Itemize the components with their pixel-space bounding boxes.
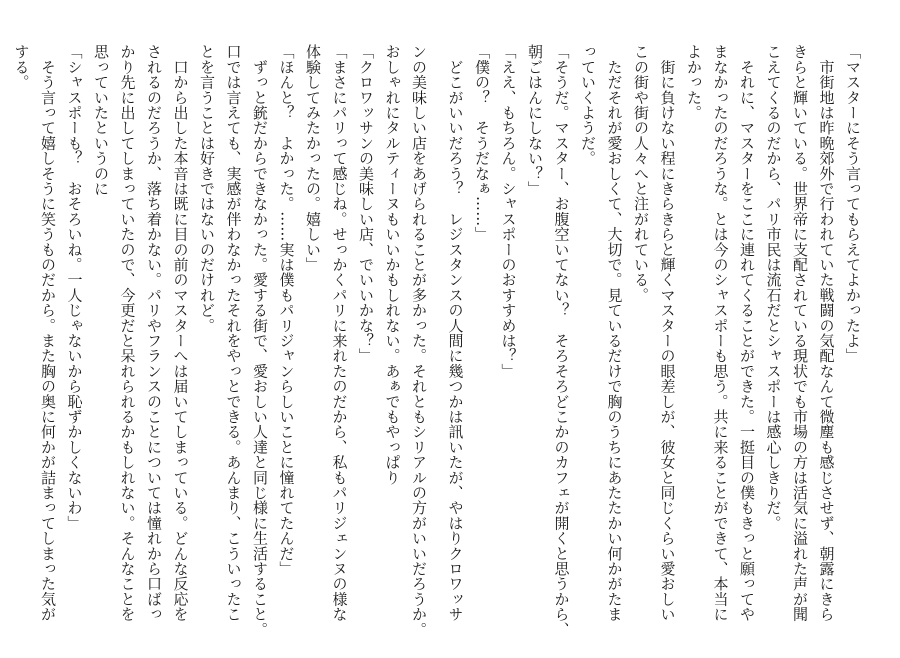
text-line: 体験してみたかったの。嬉しい」 xyxy=(304,44,322,272)
left-page xyxy=(12,44,432,637)
text-line: とを言うことは好きではないのだけれど。 xyxy=(198,44,216,333)
right-page xyxy=(446,44,866,637)
text-line: ンの美味しい店をあげられることが多かった。それともシリアルの方がいいだろうか。 xyxy=(410,44,428,637)
text-line: よかった。 xyxy=(685,44,703,120)
text-line: 「ええ、もちろん。シャスポーのおすすめは？」 xyxy=(499,44,518,379)
text-line: 口では言えても、実感が伴わなかったそれをやっとできる。あんまり、こういったこ xyxy=(224,44,243,622)
text-line: 街に負けない程にきらきらと輝くマスターの眼差しが、彼女と同じくらい愛おしい xyxy=(658,44,677,622)
text-line: 「ほんと？ よかった。……実は僕もパリジャンらしいことに憧れてたんだ」 xyxy=(277,44,296,576)
text-line: どこがいいだろう？ レジスタンスの人間に幾つかは訊いたが、やはりクロワッサ xyxy=(446,44,465,622)
text-line: それに、マスターをここに連れてくることができた。一挺目の僕もきっと願ってや xyxy=(738,44,756,622)
text-line: 市街地は昨晩郊外で行われていた戦闘の気配なんて微塵も感じさせず、朝露にきら xyxy=(817,44,836,622)
text-line: されるのだろうか、落ち着かない。パリやフランスのことについては憧れから口ばっ xyxy=(145,44,163,622)
text-line: こえてくるのだから、パリ市民は流石だとシャスポーは感心しきりだ。 xyxy=(764,44,783,531)
text-line: する。 xyxy=(12,44,31,90)
text-line: 「マスターにそう言ってもらえてよかったよ」 xyxy=(844,44,862,364)
page-gutter xyxy=(450,0,451,658)
text-line: っていくようだ。 xyxy=(579,44,597,166)
text-line: ずっと銃だからできなかった。愛する街で、愛おしい人達と同じ様に生活すること。 xyxy=(251,44,269,637)
text-line: かり先に出してしまっていたので、今更だと呆れられるかもしれない。そんなことを xyxy=(118,44,137,622)
text-line: 口から出した本音は既に目の前のマスターへは届いてしまっている。どんな反応を xyxy=(171,44,190,622)
text-line: きらと輝いている。世界帝に支配されている現状でも市場の方は活気に溢れた声が聞 xyxy=(791,44,809,622)
text-line: おしゃれにタルティーヌもいいかもしれない。あぁでもやっぱり xyxy=(383,44,402,485)
text-line: 朝ごはんにしない？」 xyxy=(526,44,544,196)
text-line: 「シャスポーも？ おそろいね。一人じゃないから恥ずかしくないわ」 xyxy=(65,44,84,531)
text-line: この街や街の人々へと注がれている。 xyxy=(632,44,650,303)
text-line: ただそれが愛おしくて、大切で。見ているだけで胸のうちにあたたかい何かがたま xyxy=(605,44,624,622)
text-line: 思っていたというのに xyxy=(92,44,110,196)
text-line: そう言って嬉しそうに笑うものだから。また胸の奥に何かが詰まってしまった気が xyxy=(39,44,57,622)
text-line: まなかったのだろうな。とは今のシャスポーも思う。共に来ることができて、本当に xyxy=(711,44,730,622)
text-line: 「まさにパリって感じね。せっかくパリに来れたのだから、私もパリジェンヌの様な xyxy=(330,44,349,622)
text-line: 「クロワッサンの美味しい店、でいいかな？」 xyxy=(357,44,375,364)
text-line: 「そうだ。マスター、お腹空いてない？ そろそろどこかのカフェが開くと思うから、 xyxy=(552,44,571,637)
text-line: 「僕の？ そうだなぁ……」 xyxy=(473,44,491,242)
